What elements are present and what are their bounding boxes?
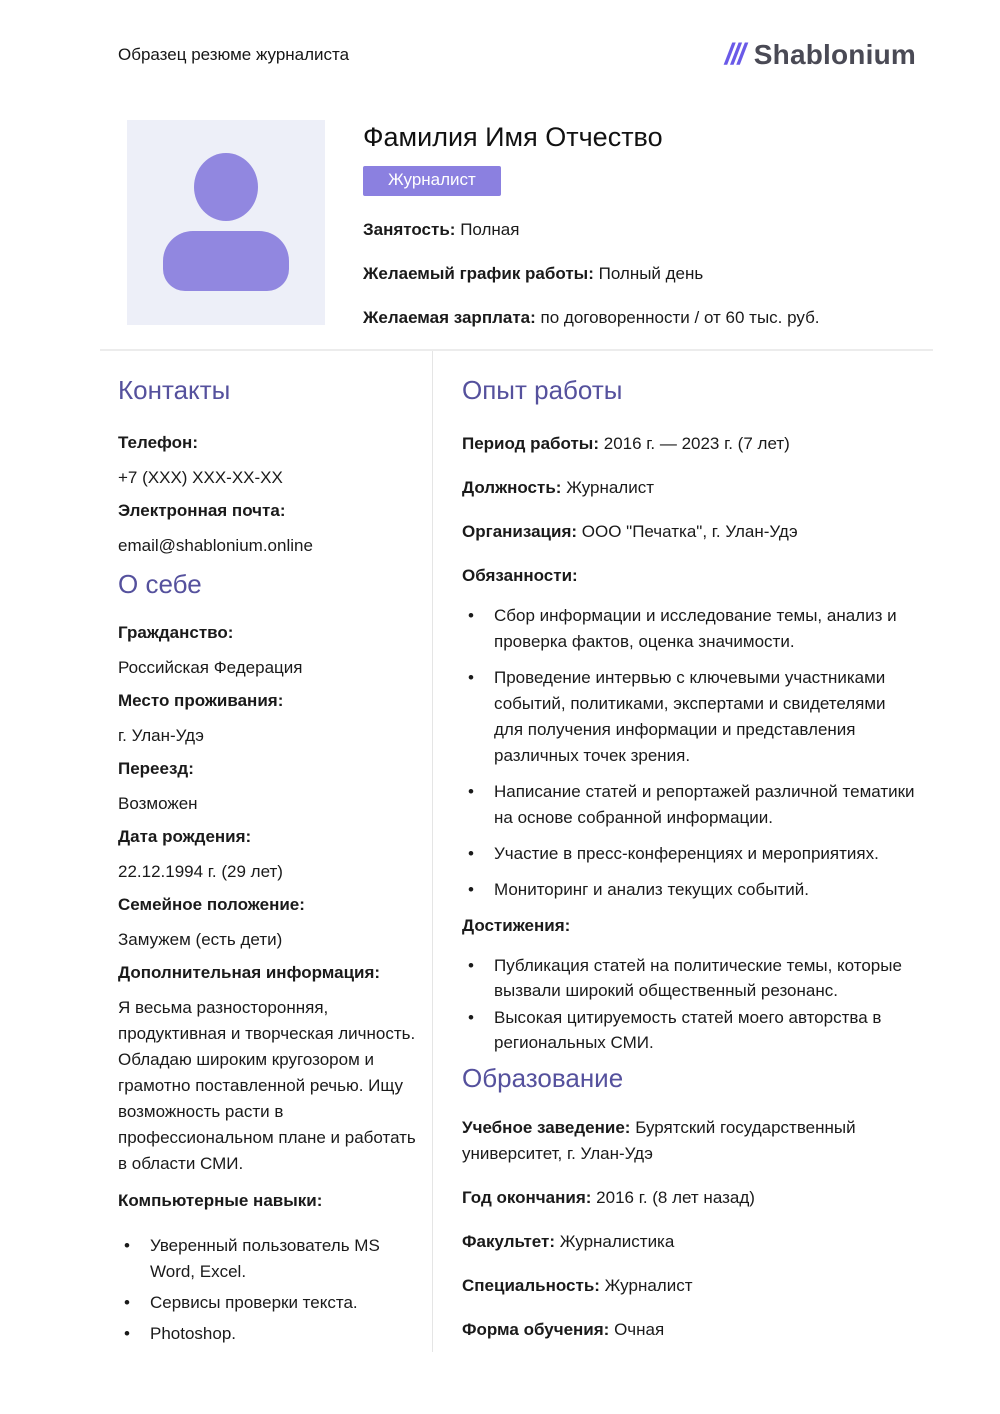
schedule-field: Желаемый график работы: Полный день bbox=[363, 264, 704, 283]
citizenship-label: Гражданство: bbox=[118, 623, 234, 642]
speciality-field: Специальность: Журналист bbox=[462, 1276, 693, 1295]
avatar-person-icon bbox=[194, 153, 258, 221]
profile-section bbox=[127, 120, 1000, 328]
organization-field: Организация: ООО "Печатка", г. Улан-Удэ bbox=[462, 522, 798, 541]
phone-label: Телефон: bbox=[118, 433, 198, 452]
graduation-year-field: Год окончания: 2016 г. (8 лет назад) bbox=[462, 1188, 755, 1207]
relocation-label: Переезд: bbox=[118, 759, 194, 778]
employment-field: Занятость: Полная bbox=[363, 220, 520, 239]
experience-heading: Опыт работы bbox=[462, 375, 623, 405]
phone-value: +7 (XXX) XXX-XX-XX bbox=[118, 468, 283, 487]
skill-item: • Photoshop. bbox=[118, 1321, 417, 1347]
content-columns bbox=[100, 351, 933, 1361]
email-label: Электронная почта: bbox=[118, 501, 286, 520]
residence-label: Место проживания: bbox=[118, 691, 284, 710]
achievement-item: • Публикация статей на политические темы, которые вызвали широкий общественный резонанс. bbox=[462, 953, 917, 1003]
marital-status-value: Замужем (есть дети) bbox=[118, 930, 283, 949]
marital-status-label: Семейное положение: bbox=[118, 895, 305, 914]
achievements-list bbox=[462, 953, 917, 1055]
logo-slashes-icon: /// bbox=[724, 38, 744, 71]
duty-item: • Написание статей и репортажей различной тематики на основе собранной информации. bbox=[462, 779, 917, 831]
additional-info-value: Я весьма разносторонняя, продуктивная и творческая личность. Обладаю широким кругозором и грамотно поставленной речью. Ищу возможность расти в профессиональном плане и работать в области СМИ. bbox=[118, 998, 416, 1173]
computer-skills-label: Компьютерные навыки: bbox=[118, 1191, 323, 1210]
position-badge: Журналист bbox=[363, 166, 501, 196]
study-form-field: Форма обучения: Очная bbox=[462, 1320, 665, 1339]
education-heading: Образование bbox=[462, 1063, 624, 1093]
email-value: email@shablonium.online bbox=[118, 536, 313, 555]
duty-item: • Участие в пресс-конференциях и мероприятиях. bbox=[462, 841, 917, 867]
work-period-field: Период работы: 2016 г. — 2023 г. (7 лет) bbox=[462, 434, 790, 453]
residence-value: г. Улан-Удэ bbox=[118, 726, 204, 745]
logo-text: Shablonium bbox=[753, 39, 916, 70]
birthdate-value: 22.12.1994 г. (29 лет) bbox=[118, 862, 283, 881]
birthdate-label: Дата рождения: bbox=[118, 827, 252, 846]
computer-skills-list bbox=[118, 1233, 417, 1347]
faculty-field: Факультет: Журналистика bbox=[462, 1232, 675, 1251]
duty-item: • Сбор информации и исследование темы, анализ и проверка фактов, оценка значимости. bbox=[462, 603, 917, 655]
duties-list bbox=[462, 603, 917, 903]
skill-item: • Уверенный пользователь MS Word, Excel. bbox=[118, 1233, 417, 1285]
avatar bbox=[127, 120, 325, 325]
document-title: Образец резюме журналиста bbox=[118, 45, 350, 64]
achievement-item: • Высокая цитируемость статей моего авторства в региональных СМИ. bbox=[462, 1005, 917, 1055]
duties-label: Обязанности: bbox=[462, 566, 578, 585]
full-name: Фамилия Имя Отчество bbox=[363, 122, 663, 152]
contacts-heading: Контакты bbox=[118, 375, 231, 405]
duty-item: • Проведение интервью с ключевыми участниками событий, политиками, экспертами и свидетелями для получения информации и представления различных точек зрения. bbox=[462, 665, 917, 769]
salary-field: Желаемая зарплата: по договоренности / от 60 тыс. руб. bbox=[363, 308, 820, 327]
right-column bbox=[433, 351, 933, 1361]
position-field: Должность: Журналист bbox=[462, 478, 655, 497]
achievements-label: Достижения: bbox=[462, 916, 571, 935]
left-column bbox=[100, 351, 433, 1352]
additional-info-label: Дополнительная информация: bbox=[118, 963, 381, 982]
profile-info bbox=[363, 120, 820, 328]
duty-item: • Мониторинг и анализ текущих событий. bbox=[462, 877, 917, 903]
page-header bbox=[0, 0, 1000, 72]
institution-field: Учебное заведение: Бурятский государственный университет, г. Улан-Удэ bbox=[462, 1118, 856, 1163]
skill-item: • Сервисы проверки текста. bbox=[118, 1290, 417, 1316]
relocation-value: Возможен bbox=[118, 794, 198, 813]
shablonium-logo bbox=[725, 38, 916, 72]
about-heading: О себе bbox=[118, 569, 202, 599]
citizenship-value: Российская Федерация bbox=[118, 658, 303, 677]
